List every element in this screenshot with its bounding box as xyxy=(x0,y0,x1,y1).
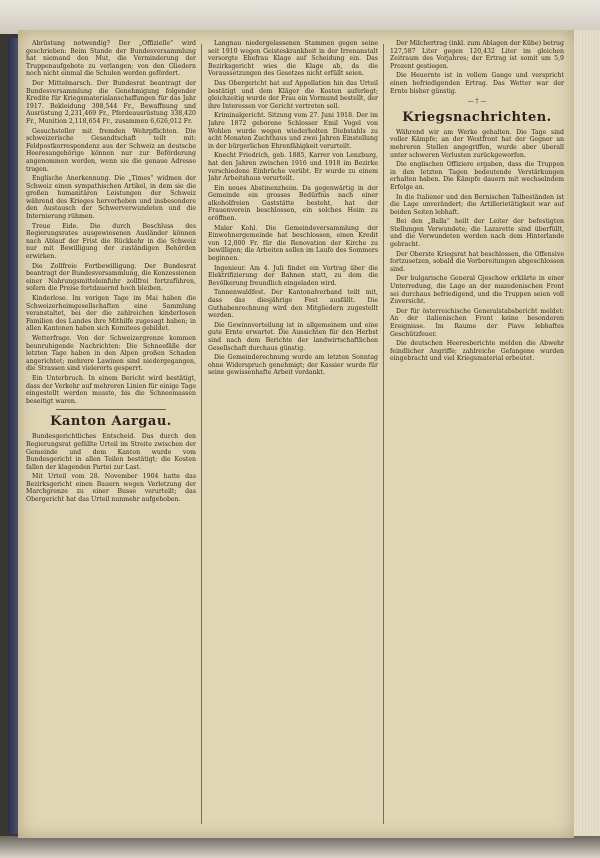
article-paragraph: Gesuchsteller mit fremden Wehrpflichten. Die schweizerische Gesandtschaft teilt mit: Feldpostkorrespondenz aus der Schweiz an deutsche Heeresangehörige können nur zur Beförderung angenommen werden, wenn sie die genaue Adresse tragen. xyxy=(26,127,196,173)
article-paragraph: Die Gemeinderechnung wurde am letzten Sonntag ohne Widerspruch genehmigt; der Kassier wurde für seine gewissenhafte Arbeit verdankt. xyxy=(208,354,378,377)
article-paragraph: Treue Eide. Die durch Beschluss des Regierungsrates ausgewiesenen Ausländer können nach Ablauf der Frist die Rückkehr in die Schweiz nur mit Bewilligung der zuständigen Behörden erwirken. xyxy=(26,222,196,261)
section-rule xyxy=(56,409,166,410)
article-paragraph: Kriminalgericht. Sitzung vom 27. Juni 1918. Der im Jahre 1872 geborene Schlosser Emil Vogel von Wohlen wurde wegen wiederholten Diebstahls zu acht Monaten Zuchthaus und zwei Jahren Einstellung in der bürgerlichen Ehrenfähigkeit verurteilt. xyxy=(208,112,378,150)
article-paragraph: Englische Anerkennung. Die „Times“ widmen der Schweiz einen sympathischen Artikel, in dem sie die großen humanitären Leistungen der Schweiz während des Krieges hervorheben und insbesondere den Austausch der Schwerverwundeten und die Internierung rühmen. xyxy=(26,175,196,221)
article-paragraph: Wetterfrage. Von der Schweizergrenze kommen beunruhigende Nachrichten: Die Schneefälle der letzten Tage haben in den Alpen großen Schaden angerichtet; mehrere Lawinen sind niedergegangen, die Strassen sind vielerorts gesperrt. xyxy=(26,334,196,373)
article-paragraph: Mit Urteil vom 28. November 1904 hatte das Bezirksgericht einen Bauern wegen Verletzung der Marchgrenze zu einer Busse verurteilt; das Obergericht hat das Urteil nunmehr aufgehoben. xyxy=(26,473,196,504)
book-top-edge xyxy=(0,0,600,34)
article-paragraph: Der für österreichische Generalstabsbericht meldet: An der italienischen Front keine besonderen Ereignisse. Im Raume der Piave lebhaftes Geschützfeuer. xyxy=(390,307,564,338)
article-paragraph: Der Milchertrag (inkl. zum Ablagen der Kühe) betrug 127,587 Liter gegen 120,432 Liter im gleichen Zeitraum des Vorjahres; der Ertrag ist somit um 5,9 Prozent gestiegen. xyxy=(390,40,564,70)
article-paragraph: Bei den „Balla“ heilt der Leiter der befestigten Stellungen Verwundete; die Lazarette sind überfüllt, und die Verwundeten werden nach dem Hinterlande gebracht. xyxy=(390,218,564,249)
article-paragraph: Die Zollfreie Fortbewilligung. Der Bundesrat beantragt der Bundesversammlung, die Konzessionen einer Nahrungsmitteleinfuhr zollfrei fortzuführen, sofern die Preise fortdauernd hoch bleiben. xyxy=(26,262,196,293)
article-paragraph: Maler Kohl. Die Gemeindeversammlung der Einwohnergemeinde hat beschlossen, einen Kredit von 12,000 Fr. für die Renovation der Kirche zu bewilligen; die Arbeiten sollen im Laufe des Sommers beginnen. xyxy=(208,224,378,263)
book-spine xyxy=(8,38,18,834)
article-paragraph: Ein neues Abstinenzheim. Da gegenwärtig in der Gemeinde ein grosses Bedürfnis nach einer alkoholfreien Gaststätte besteht, hat der Frauenverein beschlossen, ein solches Heim zu eröffnen. xyxy=(208,184,378,223)
section-heading-war-news: Kriegsnachrichten. xyxy=(402,109,552,125)
book-fore-edge xyxy=(574,30,600,836)
book-bottom-edge xyxy=(0,836,600,858)
column-2 xyxy=(208,40,378,828)
article-paragraph: Das Obergericht hat auf Appellation hin das Urteil bestätigt und dem Kläger die Kosten auferlegt; gleichzeitig wurde der Frau ein Vormund bestellt, der ihre Interessen vor Gericht vertreten soll. xyxy=(208,79,378,110)
article-paragraph: Abrüstung notwendig? Der „Offizielle“ wird geschrieben: Beim Stande der Bundesversammlung hat niemand den Mut, die Verminderung der Truppenaufgebote zu verlangen; von den Gliedern noch nicht einmal die Schulen werden gefördert. xyxy=(26,40,196,78)
article-paragraph: Während wir am Werke gehalten. Die Tage sind voller Kämpfe; an der Westfront hat der Gegner an mehreren Stellen angegriffen, wurde aber überall unter schweren Verlusten zurückgeworfen. xyxy=(390,128,564,159)
article-paragraph: Der bulgarische General Gjeschow erklärte in einer Unterredung, die Lage an der mazedonischen Front sei durchaus befriedigend, und die Truppen seien voll Zuversicht. xyxy=(390,275,564,306)
article-paragraph: Der Oberste Kriegsrat hat beschlossen, die Offensive fortzusetzen, sobald die Vorbereitungen abgeschlossen sind. xyxy=(390,250,564,273)
separator-ornament: — † — xyxy=(467,98,487,106)
article-paragraph: Kinderlose. Im vorigen Tage im Mai haben die Schweizerheimgesellschaften eine Sammlung veranstaltet, bei der die zahlreichen kinderlosen Familien des Landes ihre Mithilfe zugesagt haben; in allen Kantonen haben sich Komitees gebildet. xyxy=(26,295,196,333)
newspaper-page xyxy=(18,30,574,838)
article-paragraph: In die Italiener und den Bernischen Talbeständen ist die Lage unverändert; die Artillerietätigkeit war auf beiden Seiten lebhaft. xyxy=(390,193,564,216)
article-paragraph: Tannenwaldfest. Der Kantonalverband teilt mit, dass das diesjährige Fest ausfällt. Die Guthabenrechnung wird den Mitgliedern zugestellt werden. xyxy=(208,289,378,320)
article-paragraph: Die Gewinnverteilung ist in allgemeinem und eine gute Ernte erwartet. Die Aussichten für den Herbst sind nach dem Berichte der landwirtschaftlichen Gesellschaft durchaus günstig. xyxy=(208,321,378,352)
article-paragraph: Ein Unterbruch. In einem Bericht wird bestätigt, dass der Verkehr auf mehreren Linien für einige Tage eingestellt werden musste, bis die Schneemassen beseitigt waren. xyxy=(26,374,196,405)
article-paragraph: Die englischen Offiziere ergaben, dass die Truppen in den letzten Tagen bedeutende Verstärkungen erhalten haben. Die Kämpfe dauern mit wechselndem Erfolge an. xyxy=(390,161,564,191)
column-rule xyxy=(383,44,384,824)
article-paragraph: Knecht Friedrich, geb. 1885, Karrer von Lenzburg, hat den Jahren zwischen 1916 und 1918 im Bezirke verschiedene Einbrüche verübt. Er wurde zu einem Jahr Arbeitshaus verurteilt. xyxy=(208,152,378,183)
article-paragraph: Die deutschen Heeresberichte melden die Abwehr feindlicher Angriffe; zahlreiche Gefangene wurden eingebracht und viel Kriegsmaterial erbeutet. xyxy=(390,340,564,363)
article-paragraph: Langnau niedergelassenen Stammen gegen seine seit 1910 wegen Geisteskrankheit in der Irrenanstalt versorgte Ehefrau Klage auf Scheidung ein. Das Bezirksgericht wies die Klage ab, da die Voraussetzungen des Gesetzes nicht erfüllt seien. xyxy=(208,40,378,78)
article-paragraph: Ingenieur. Am 4. Juli findet ein Vortrag über die Elektrifizierung der Bahnen statt, zu dem die Bevölkerung freundlich eingeladen wird. xyxy=(208,264,378,287)
section-heading-aargau: Kanton Aargau. xyxy=(50,414,172,430)
column-rule xyxy=(201,44,202,824)
article-paragraph: Bundesgerichtliches Entscheid. Das durch den Regierungsrat gefällte Urteil im Streite zwischen der Gemeinde und dem Kanton wurde vom Bundesgericht in allen Teilen bestätigt; die Kosten fallen der klagenden Partei zur Last. xyxy=(26,433,196,471)
column-3 xyxy=(390,40,564,828)
article-paragraph: Der Mittelmarsch. Der Bundesrat beantragt der Bundesversammlung die Genehmigung folgender Kredite für Kriegsmaterialanschaffungen für das Jahr 1917. Bekleidung 398,544 Fr., Bewaffnung und Ausrüstung 2,231,469 Fr., Pferdeausrüstung 338,420 Fr., Munition 2,118,654 Fr., zusammen 6,626,012 Fr. xyxy=(26,79,196,125)
column-1 xyxy=(26,40,196,828)
article-paragraph: Die Heuernte ist in vollem Gange und verspricht einen befriedigenden Ertrag. Das Wetter war der Ernte bisher günstig. xyxy=(390,72,564,95)
